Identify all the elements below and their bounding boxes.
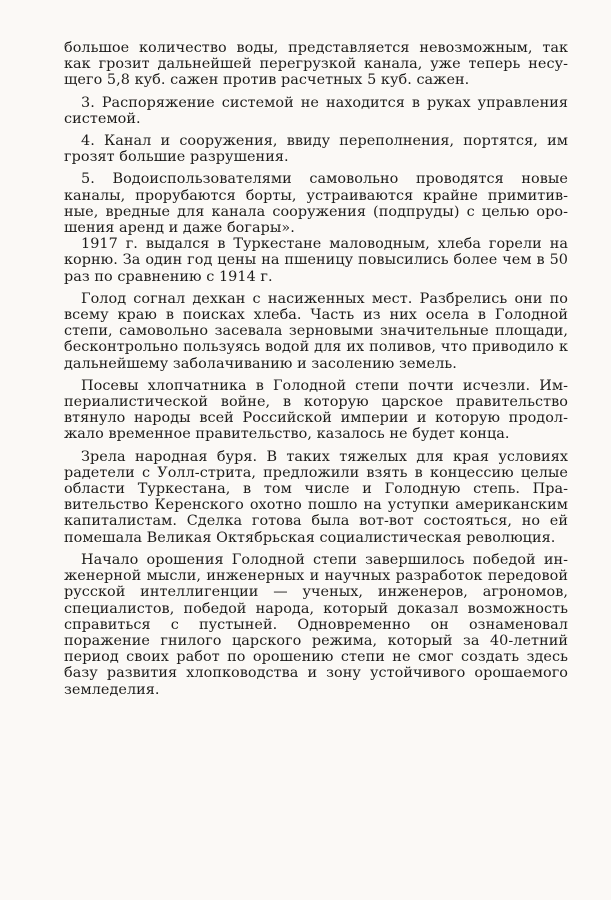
paragraph-cotton: Посевы хлопчатника в Голодной степи почти исчезли. Империалистической войне, в которую царское правительство втянуло народы всей Российской империи и которую продолжало временное правительство, казалось не будет конца. <box>64 377 568 443</box>
paragraph-irrigation: Начало орошения Голодной степи завершилось победой инженерной мысли, инженерных и научных разработок передовой русской интеллигенции — ученых, инженеров, агрономов, специалистов, победой народа, который доказал возможность справиться с пустыней. Одновременно он ознаменовал поражение гнилого царского режима, который за 40-летний период своих работ по орошению степи не смог создать здесь базу развития хлопководства и зону устойчивого орошаемого земледелия. <box>64 551 568 698</box>
paragraph-continuation: большое количество воды, представляется невозможным, так как грозит дальнейшей перегрузкой канала, уже теперь несущего 5,8 куб. сажен против расчетных 5 куб. сажен. <box>64 40 568 89</box>
paragraph-item-3: 3. Распоряжение системой не находится в руках управления системой. <box>64 94 568 127</box>
body-text <box>64 40 568 704</box>
paragraph-storm: Зрела народная буря. В таких тяжелых для края условиях радетели с Уолл-стрита, предложили взять в концессию целые области Туркестана, в том числе и Голодную степь. Правительство Керенского охотно пошло на уступки американским капиталистам. Сделка готова была вот-вот состояться, но ей помешала Великая Октябрьская социалистическая революция. <box>64 448 568 546</box>
paragraph-item-5: 5. Водоиспользователями самовольно проводятся новые каналы, прорубаются борты, устраиваются крайне примитивные, вредные для канала сооружения (подпруды) с целью орошения аренд и даже богары». <box>64 171 568 237</box>
paragraph-famine: Голод согнал дехкан с насиженных мест. Разбрелись они по всему краю в поисках хлеба. Часть из них осела в Голодной степи, самовольно засевала зерновыми значительные площади, бесконтрольно пользуясь водой для их поливов, что приводило к дальнейшему заболачиванию и засолению земель. <box>64 290 568 372</box>
paragraph-item-4: 4. Канал и сооружения, ввиду переполнения, портятся, им грозят большие разрушения. <box>64 133 568 166</box>
paragraph-1917: 1917 г. выдался в Туркестане маловодным, хлеба горели на корню. За один год цены на пшеницу повысились более чем в 50 раз по сравнению с 1914 г. <box>64 236 568 285</box>
